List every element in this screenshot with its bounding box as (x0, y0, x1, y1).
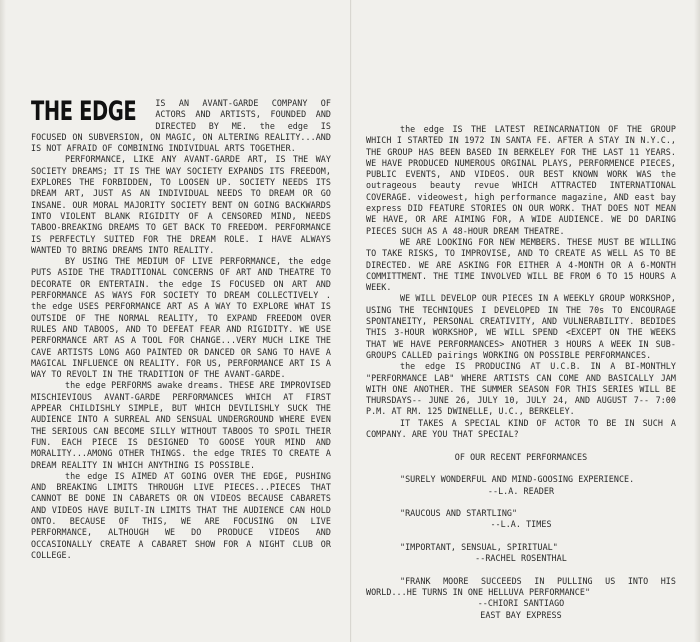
intro-paragraph: IS AN AVANT-GARDE COMPANY OF ACTORS AND ARTISTS, FOUNDED AND DIRECTED BY ME. the edge IS FOCUSED ON SUBVERSION, ON MAGIC, ON ALTERING REALITY...AND IS NOT AFRAID OF COMBINING INDIVIDUAL ARTS TOGETHER. (31, 98, 331, 154)
review-item (366, 576, 676, 621)
paragraph-workshop: WE WILL DEVELOP OUR PIECES IN A WEEKLY GROUP WORKSHOP, USING THE TECHNIQUES I DEVELOPED IN THE 70s TO ENCOURAGE SPONTANEITY, PERSONAL CREATIVITY, AND VULNERABILITY. BEDIDES THIS 3-HOUR WORKSHOP, WE WILL SPEND <EXCEPT ON THE WEEKS THAT WE HAVE PERFORMANCES> ANOTHER 3 HOURS A WEEK IN SUB-GROUPS CALLED pairings WORKING ON POSSIBLE PERFORMANCES. (366, 293, 676, 360)
review-source: --L.A. TIMES (490, 519, 552, 530)
paragraph-awake-dreams: the edge PERFORMS awake dreams. THESE ARE IMPROVISED MISCHIEVIOUS AVANT-GARDE PERFORMANCES WHICH AT FIRST APPEAR CHILDISHLY SIMPLE, BUT WHICH DEVILISHLY SUCK THE AUDIENCE INTO A SURREAL AND SENSUAL UNDERGROUND WHERE EVEN THE SERIOUS CAN BECOME SILLY WITHOUT TABOOS TO SPOIL THEIR FUN. EACH PIECE IS DESIGNED TO GOOSE YOUR MIND AND MORALITY...AMONG OTHER THINGS. the edge TRIES TO CREATE A DREAM REALITY IN WHICH ANYTHING IS POSSIBLE. (31, 380, 331, 470)
paragraph-performance: PERFORMANCE, LIKE ANY AVANT-GARDE ART, IS THE WAY SOCIETY DREAMS; IT IS THE WAY SOCIETY EXPANDS ITS FREEDOM, EXPLORES THE FORBIDDEN, TO LOOSEN UP. SOCIETY NEEDS ITS DREAM ART, JUST AS AN INDIVIDUAL NEEDS TO DREAM OR GO INSANE. OUR MORAL MAJORITY SOCIETY BENT ON GOING BACKWARDS INTO VIOLENT BLANK RIGIDITY OF A CENSORED MIND, NEEDS TABOO-BREAKING DREAMS TO GET BACK TO FREEDOM. PERFORMANCE IS PERFECTLY SUITED FOR THE DREAM ROLE. I HAVE ALWAYS WANTED TO BRING DREAMS INTO REALITY. (31, 154, 331, 255)
review-quote: "RAUCOUS AND STARTLING" (400, 508, 518, 519)
reviews-heading: OF OUR RECENT PERFORMANCES (454, 451, 588, 462)
review-source: --L.A. READER (487, 485, 555, 496)
review-publication: EAST BAY EXPRESS (480, 609, 562, 620)
review-item (366, 474, 676, 497)
center-fold (350, 0, 352, 642)
review-source: --RACHEL ROSENTHAL (475, 553, 567, 564)
paragraph-history: the edge IS THE LATEST REINCARNATION OF THE GROUP WHICH I STARTED IN 1972 IN SANTA FE. AFTER A STAY IN N.Y.C., THE GROUP HAS BEEN BASED IN BERKELEY FOR THE LAST 11 YEARS. WE HAVE PRODUCED NUMEROUS ORGINAL PLAYS, PERFORMENCE PIECES, PUBLIC EVENTS, AND VIDEOS. OUR BEST KNOWN WORK WAS the outrageous beauty revue WHICH ATTRACTED INTERNATIONAL COVERAGE. videowest, high performance magazine, AND east bay express DID FEATURE STORIES ON OUR WORK. THAT DOES NOT MEAN WE HAVE, OR ARE AIMING FOR, A WIDE AUDIENCE. WE DO DARING PIECES SUCH AS A 48-HOUR DREAM THEATRE. (366, 124, 676, 236)
page-title: THE EDGE (31, 96, 137, 127)
review-quote: "FRANK MOORE SUCCEEDS IN PULLING US INTO HIS WORLD...HE TURNS IN ONE HELLUVA PERFORMANCE" (366, 575, 676, 598)
paragraph-live-performance: BY USING THE MEDIUM OF LIVE PERFORMANCE, the edge PUTS ASIDE THE TRADITIONAL CONCERNS OF ART AND THEATRE TO DECORATE OR ENTERTAIN. the edge IS FOCUSED ON ART AND PERFORMANCE AS WAYS FOR SOCIETY TO DREAM COLLECTIVELY . the edge USES PERFORMANCE ART AS A WAY TO EXPLORE WHAT IS OUTSIDE OF THE NORMAL REALITY, TO EXPAND FREEDOM OVER RULES AND TABOOS, AND TO DEFEAT FEAR AND RIGIDITY. WE USE PERFORMANCE ART AS A TOOL FOR CHANGE...VERY MUCH LIKE THE CAVE ARTISTS LONG AGO PAINTED OR DANCED OR SANG TO HAVE A MAGICAL INFLUENCE ON REALITY. FOR US, PERFORMANCE ART IS A WAY TO REVOLT IN THE TRADITION OF THE AVANT-GARDE. (31, 256, 331, 380)
paragraph-over-the-edge: the edge IS AIMED AT GOING OVER THE EDGE, PUSHING AND BREAKING LIMITS THROUGH LIVE PIECES...PIECES THAT CANNOT BE DONE IN CABARETS OR ON VIDEOS BECAUSE CABARETS AND VIDEOS HAVE BUILT-IN LIMITS THAT THE AUDIENCE CAN HOLD ONTO. BECAUSE OF THIS, WE ARE FOCUSING ON LIVE PERFORMANCE, ALTHOUGH WE DO PRODUCE VIDEOS AND OCCASIONALLY CREATE A CABARET SHOW FOR A NIGHT CLUB OR COLLEGE. (31, 470, 331, 560)
paragraph-special-actor: IT TAKES A SPECIAL KIND OF ACTOR TO BE IN SUCH A COMPANY. ARE YOU THAT SPECIAL? (366, 417, 676, 440)
paragraph-new-members: WE ARE LOOKING FOR NEW MEMBERS. THESE MUST BE WILLING TO TAKE RISKS, TO IMPROVISE, AND TO CREATE AS WELL AS TO BE DIRECTED. WE ARE ASKING FOR EITHER A 4-MONTH OR A 6-MONTH COMMITTMENT. THE TIME INVOLVED WILL BE FROM 6 TO 15 HOURS A WEEK. (366, 236, 676, 293)
page-edge-right (694, 0, 700, 642)
page-edge-left (0, 0, 6, 642)
left-column (31, 98, 331, 561)
review-quote: "IMPORTANT, SENSUAL, SPIRITUAL" (400, 541, 558, 552)
paragraph-performance-lab: the edge IS PRODUCING AT U.C.B. IN A BI-MONTHLY "PERFORMANCE LAB" WHERE ARTISTS CAN COME AND BASICALLY JAM WITH ONE ANOTHER. THE SUMMER SEASON FOR THIS SERIES WILL BE THURSDAYS-- JUNE 26, JULY 10, JULY 24, AND AUGUST 7-- 7:00 P.M. AT RM. 125 DWINELLE, U.C., BERKELEY. (366, 361, 676, 417)
review-quote: "SURELY WONDERFUL AND MIND-GOOSING EXPERIENCE. (400, 474, 635, 485)
right-column (366, 124, 676, 621)
review-source: --CHIORI SANTIAGO (477, 598, 565, 609)
review-item (366, 508, 676, 531)
review-item (366, 542, 676, 565)
